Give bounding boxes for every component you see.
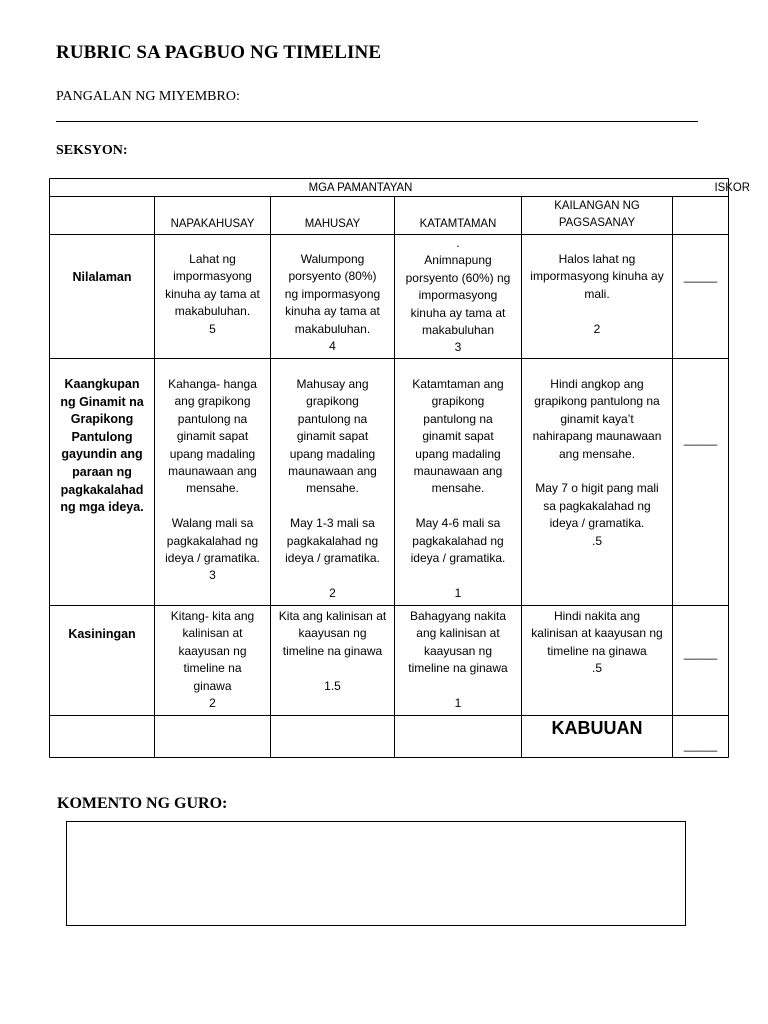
teacher-comment-label: KOMENTO NG GURO:	[57, 795, 228, 812]
section-label: SEKSYON:	[56, 143, 128, 158]
level-header-katamtaman: KATAMTAMAN	[419, 216, 497, 230]
level-header-napakahusay: NAPAKAHUSAY	[170, 216, 255, 230]
rubric-cell: Halos lahat ng impormasyong kinuha ay mali. 2	[530, 252, 664, 336]
member-name-line[interactable]	[56, 121, 698, 122]
teacher-comment-box[interactable]	[66, 821, 686, 926]
score-blank[interactable]: _____	[683, 432, 718, 446]
rubric-cell: Katamtaman ang grapikong pantulong na ginamit sapat upang madaling maunawaan ang mensahe. May 4-6 mali sa pagkakalahad ng ideya / gramatika. 1	[410, 377, 506, 600]
criterion-kaangkupan: Kaangkupan ng Ginamit na Grapikong Pantulong gayundin ang paraan ng pagkakalahad ng mga ideya.	[60, 377, 144, 515]
document-title: RUBRIC SA PAGBUO NG TIMELINE	[56, 42, 382, 63]
level-header-kailangan-ng-pagsasanay: KAILANGAN NG PAGSASANAY	[554, 198, 640, 229]
score-header: ISKOR	[714, 180, 750, 194]
criteria-header: MGA PAMANTAYAN	[308, 180, 413, 194]
rubric-cell: Bahagyang nakita ang kalinisan at kaayusan ng timeline na ginawa 1	[408, 609, 508, 711]
rubric-cell: Kitang- kita ang kalinisan at kaayusan ng timeline na ginawa 2	[170, 609, 255, 711]
rubric-cell: Hindi angkop ang grapikong pantulong na ginamit kaya’t nahirapang maunawaan ang mensahe. May 7 o higit pang mali sa pagkakalahad ng ideya / gramatika. .5	[532, 377, 662, 548]
rubric-cell: Mahusay ang grapikong pantulong na ginamit sapat upang madaling maunawaan ang mensahe. May 1-3 mali sa pagkakalahad ng ideya / gramatika. 2	[285, 377, 380, 600]
rubric-cell: Kahanga- hanga ang grapikong pantulong na ginamit sapat upang madaling maunawaan ang mensahe. Walang mali sa pagkakalahad ng ideya / gramatika. 3	[165, 377, 260, 583]
member-name-label: PANGALAN NG MIYEMBRO:	[56, 89, 240, 104]
rubric-cell: Walumpong porsyento (80%) ng impormasyong kinuha ay tama at makabuluhan. 4	[284, 252, 381, 354]
score-blank[interactable]: _____	[683, 646, 718, 660]
rubric-table	[49, 178, 750, 758]
score-blank[interactable]: _____	[683, 269, 718, 283]
rubric-cell: Kita ang kalinisan at kaayusan ng timeline na ginawa 1.5	[278, 609, 387, 693]
level-header-mahusay: MAHUSAY	[304, 216, 361, 230]
criterion-kasiningan: Kasiningan	[68, 627, 136, 641]
total-label: KABUUAN	[551, 718, 643, 738]
rubric-cell: . Animnapung porsyento (60%) ng impormasyong kinuha ay tama at makabuluhan 3	[405, 236, 511, 355]
criterion-nilalaman: Nilalaman	[72, 270, 132, 284]
rubric-cell: Lahat ng impormasyong kinuha ay tama at makabuluhan. 5	[165, 252, 260, 336]
total-score-blank[interactable]: _____	[683, 738, 718, 752]
rubric-cell: Hindi nakita ang kalinisan at kaayusan ng timeline na ginawa .5	[531, 609, 663, 676]
